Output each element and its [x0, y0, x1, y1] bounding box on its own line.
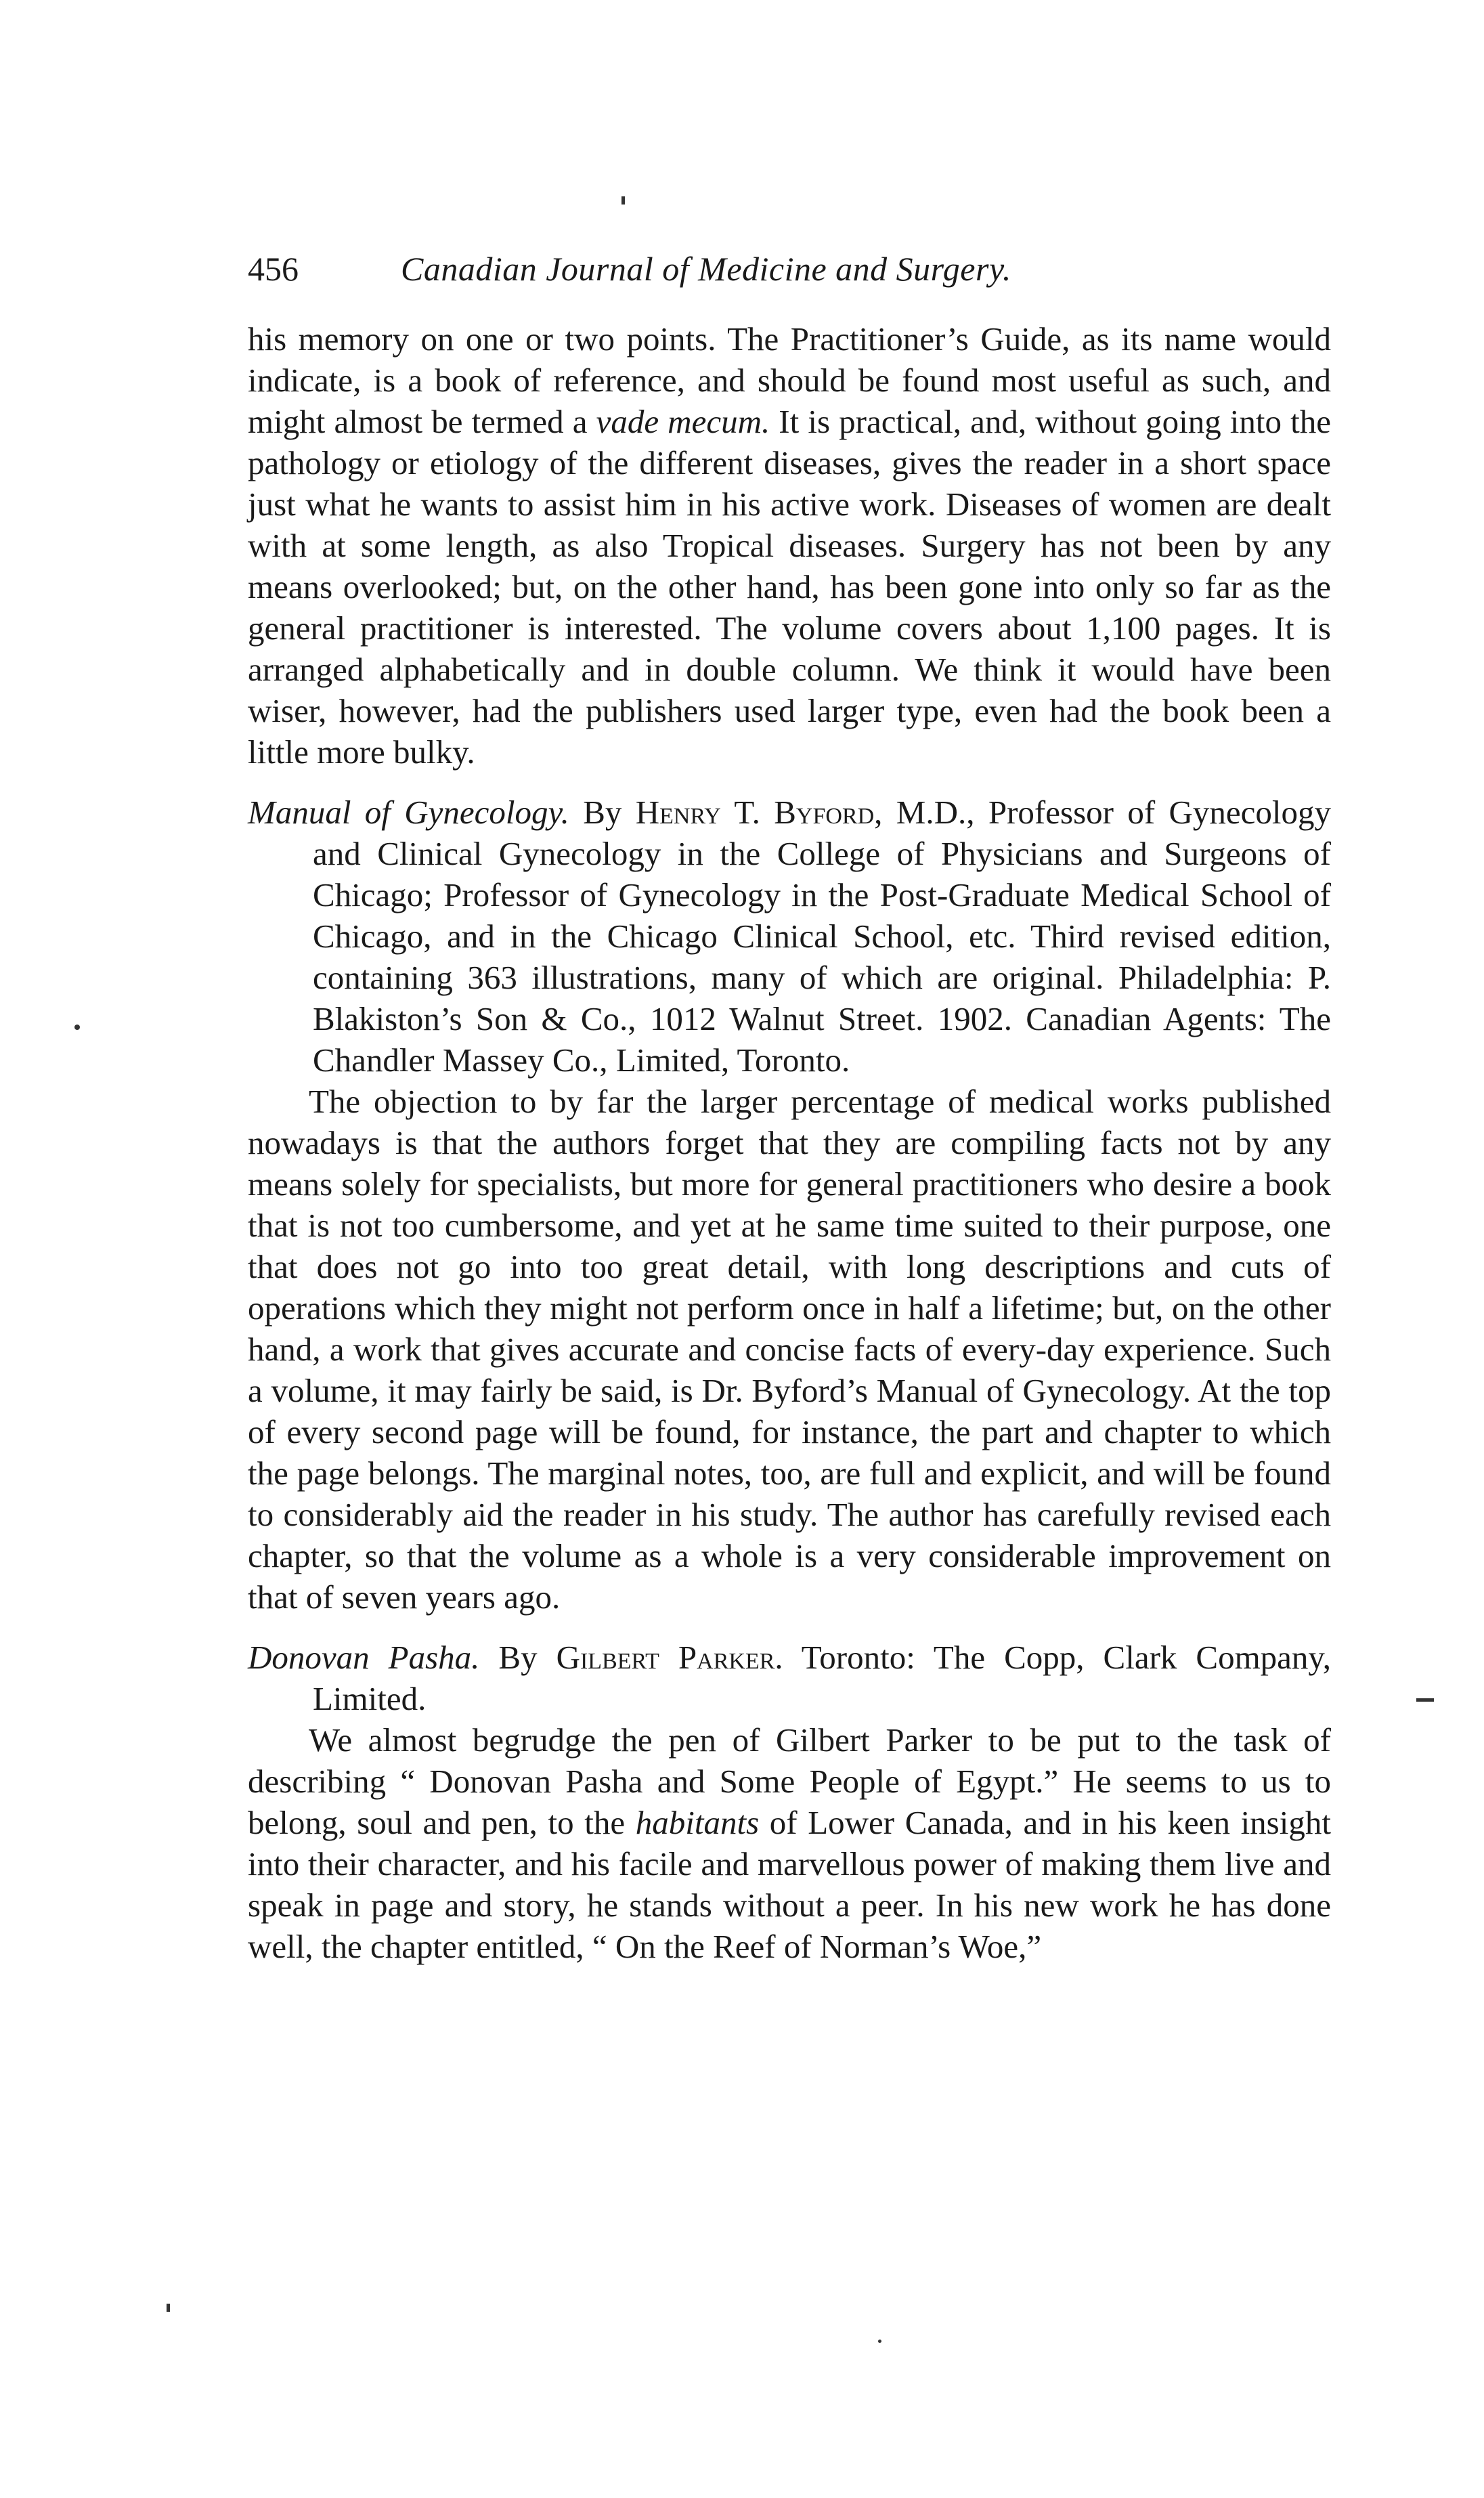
scan-speck	[74, 1025, 80, 1030]
by-label: By	[569, 794, 636, 831]
italic-word: habitants	[635, 1804, 760, 1841]
book-title: Donovan Pasha.	[248, 1639, 480, 1676]
book-entry-donovan-pasha	[248, 1637, 1331, 1719]
paragraph-donovan-review	[248, 1719, 1331, 1967]
running-head: Canadian Journal of Medicine and Surgery.	[401, 250, 1011, 288]
paragraph-gynecology-review: The objection to by far the larger percentage of medical works published nowadays is that the authors forget that they are compiling facts not by any means solely for specialists, but more for general practitioners who desire a book that is not too cumbersome, and yet at he same time suited to their purpose, one that does not go into too great detail, with long descriptions and cuts of operations which they might not perform once in half a lifetime; but, on the other hand, a work that gives accurate and concise facts of every-day experience. Such a volume, it may fairly be said, is Dr. Byford’s Manual of Gynecology. At the top of every second page will be found, for instance, the part and chapter to which the page belongs. The marginal notes, too, are full and explicit, and will be found to considerably aid the reader in his study. The author has carefully revised each chapter, so that the volume as a whole is a very considerable improvement on that of seven years ago.	[248, 1083, 1331, 1616]
scan-speck	[1416, 1698, 1434, 1702]
italic-phrase: vade mecum.	[596, 403, 770, 440]
paragraph-text: his memory on one or two points. The Practitioner’s Guide, as its name would indicate, is a book of reference, and should be found most useful as such, and might almost be termed a	[248, 320, 1331, 440]
book-entry-manual-of-gynecology	[248, 792, 1331, 1081]
paragraph-text: It is practical, and, without going into the pathology or etiology of the different diseases, gives the reader in a short space just what he wants to assist him in his active work. Diseases of women are dealt with at some length, as also Tropical diseases. Surgery has not been by any means overlooked; but, on the other hand, has been gone into only so far as the general practitioner is interested. The volume covers about 1,100 pages. It is arranged alphabetically and in double column. We think it would have been wiser, however, had the publishers used larger type, even had the book been a little more bulky.	[248, 403, 1331, 771]
page-header	[248, 245, 1331, 293]
article-body	[248, 318, 1331, 1967]
book-author: Gilbert Parker	[556, 1639, 775, 1676]
book-author: Henry T. Byford	[635, 794, 875, 831]
paragraph-practitioners-guide	[248, 318, 1331, 773]
paragraph-text: We almost begrudge the pen of Gilbert Parker to be put to the task of describing “ Donovan Pasha and Some People of Egypt.” He seems to us to belong, soul and pen, to the	[248, 1721, 1331, 1841]
book-title: Manual of Gynecology.	[248, 794, 569, 831]
book-details: . Toronto: The Copp, Clark Company, Limited.	[313, 1639, 1332, 1717]
scan-speck	[621, 196, 625, 204]
book-details: , M.D., Professor of Gynecology and Clinical Gynecology in the College of Physicians and Surgeons of Chicago; Professor of Gynecology in the Post-Graduate Medical School of Chicago, and in the Chicago Clinical School, etc. Third revised edition, containing 363 illustrations, many of which are original. Philadelphia: P. Blakiston’s Son & Co., 1012 Walnut Street. 1902. Canadian Agents: The Chandler Massey Co., Limited, Toronto.	[313, 794, 1332, 1079]
scan-speck	[878, 2340, 881, 2343]
by-label: By	[479, 1639, 556, 1676]
scan-speck	[167, 2304, 170, 2312]
page-number: 456	[248, 250, 299, 288]
paragraph-text: of Lower Canada, and in his keen insight into their character, and his facile and marvellous power of making them live and speak in page and story, he stands without a peer. In his new work he has done well, the chapter entitled, “ On the Reef of Norman’s Woe,”	[248, 1804, 1331, 1965]
